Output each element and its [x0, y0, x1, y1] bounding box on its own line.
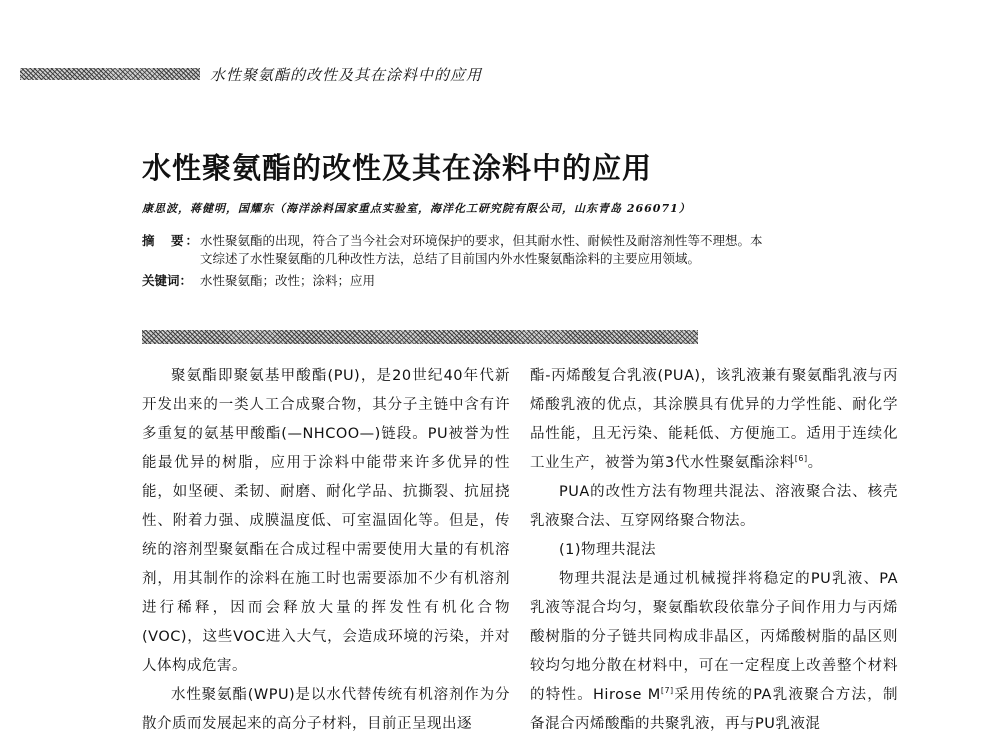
body-paragraph: PUA的改性方法有物理共混法、溶液聚合法、核壳乳液聚合法、互穿网络聚合物法。 — [530, 484, 898, 529]
running-head: 水性聚氨酯的改性及其在涂料中的应用 — [210, 66, 483, 84]
abstract-label: 摘 要： — [142, 233, 201, 248]
body-paragraph — [530, 362, 898, 478]
citation-ref: [6] — [794, 454, 808, 464]
body-column-left — [142, 362, 510, 739]
body-text: 采用传统的PA乳液聚合方法，制备混合丙烯酸酯的共聚乳液，再与PU乳液混 — [530, 687, 898, 732]
section-heading: (1)物理共混法 — [559, 542, 657, 558]
body-paragraph: 聚氨酯即聚氨基甲酸酯(PU)，是20世纪40年代新开发出来的一类人工合成聚合物，其分子主链中含有许多重复的氨基甲酸酯(—NHCOO—)链段。PU被誉为性能最优异的树脂，应用于涂料中能带来许多优异的性能，如坚硬、柔韧、耐磨、耐化学品、抗撕裂、抗屈挠性、附着力强、成膜温度低、可室温固化等。但是，传统的溶剂型聚氨酯在合成过程中需要使用大量的有机溶剂，用其制作的涂料在施工时也需要添加不少有机溶剂进行稀释，因而会释放大量的挥发性有机化合物(VOC)，这些VOC进入大气，会造成环境的污染，并对人体构成危害。 — [142, 368, 510, 674]
body-paragraph: 水性聚氨酯(WPU)是以水代替传统有机溶剂作为分散介质而发展起来的高分子材料，目前正呈现出逐 — [142, 687, 510, 732]
citation-ref: [7] — [660, 686, 674, 696]
section-divider-hatch — [142, 330, 698, 344]
article-title: 水性聚氨酯的改性及其在涂料中的应用 — [142, 151, 653, 185]
body-paragraph — [530, 565, 898, 739]
authors-affiliation: 康思波，蒋健明，国耀东（海洋涂料国家重点实验室，海洋化工研究院有限公司，山东青岛 266071） — [142, 202, 691, 215]
body-text: 。 — [807, 455, 823, 471]
abstract-text-line-2: 文综述了水性聚氨酯的几种改性方法，总结了目前国内外水性聚氨酯涂料的主要应用领域。 — [200, 251, 701, 266]
keywords-label: 关键词： — [142, 273, 193, 288]
body-text: 酯-丙烯酸复合乳液(PUA)，该乳液兼有聚氨酯乳液与丙烯酸乳液的优点，其涂膜具有优异的力学性能、耐化学品性能，且无污染、能耗低、方便施工。适用于连续化工业生产，被誉为第3代水性聚氨酯涂料 — [530, 368, 898, 471]
abstract-text-line-1: 水性聚氨酯的出现，符合了当今社会对环境保护的要求，但其耐水性、耐候性及耐溶剂性等不理想。本 — [200, 233, 763, 248]
body-column-right — [530, 362, 898, 739]
header-hatch-band — [20, 68, 200, 80]
keywords-text: 水性聚氨酯；改性；涂料；应用 — [200, 273, 376, 288]
body-text: 物理共混法是通过机械搅拌将稳定的PU乳液、PA乳液等混合均匀，聚氨酯软段依靠分子间作用力与丙烯酸树脂的分子链共同构成非晶区，丙烯酸树脂的晶区则较均匀地分散在材料中，可在一定程度上改善整个材料的特性。Hirose M — [530, 571, 898, 703]
